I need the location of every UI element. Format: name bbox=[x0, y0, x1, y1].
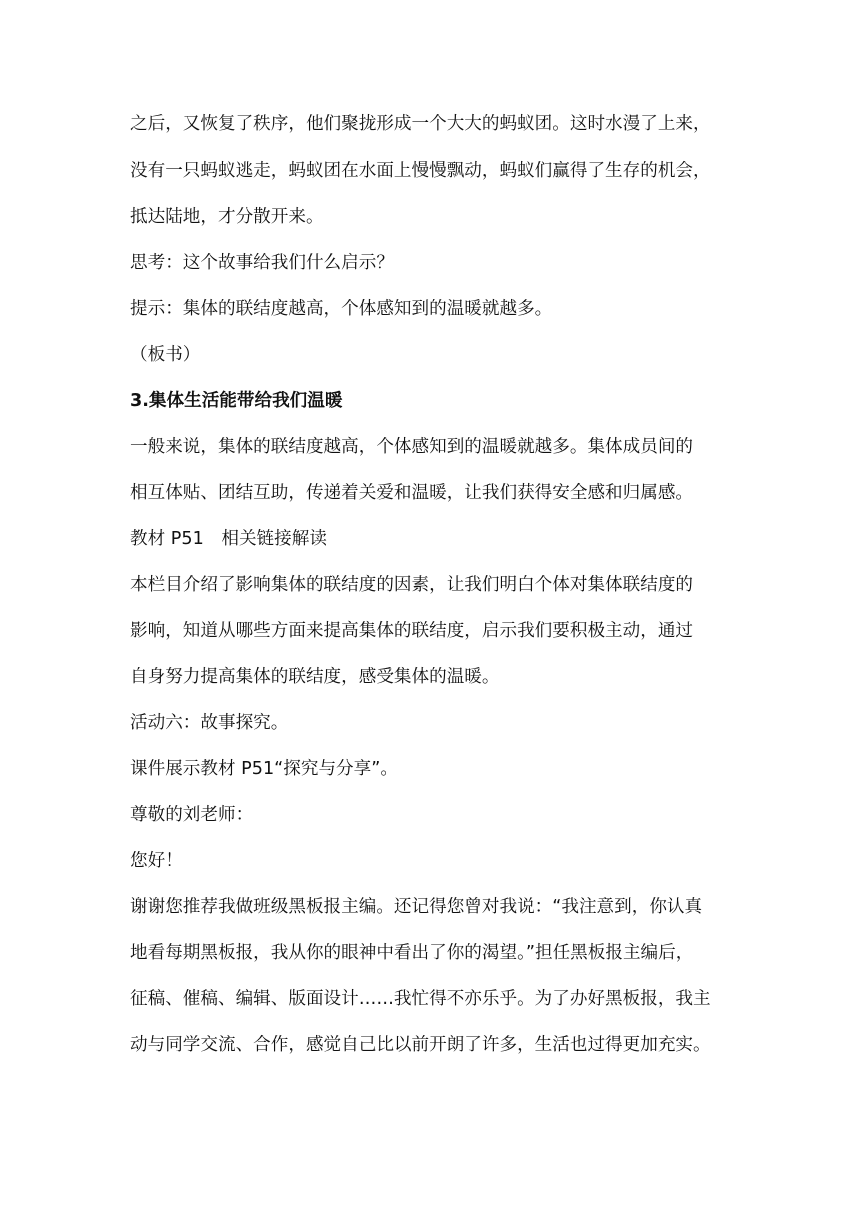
text-line: 尊敬的刘老师： bbox=[130, 805, 254, 825]
text-line: 课件展示教材 P51“探究与分享”。 bbox=[130, 759, 398, 779]
text-line: 教材 P51 相关链接解读 bbox=[130, 529, 327, 549]
text-line: 地看每期黑板报，我从你的眼神中看出了你的渴望。”担任黑板报主编后， bbox=[130, 943, 694, 963]
text-line: 自身努力提高集体的联结度，感受集体的温暖。 bbox=[130, 667, 500, 687]
text-line: 征稿、催稿、编辑、版面设计……我忙得不亦乐乎。为了办好黑板报，我主 bbox=[130, 989, 711, 1009]
section-heading: 3.集体生活能带给我们温暖 bbox=[130, 391, 343, 411]
text-line: 您好！ bbox=[130, 851, 183, 871]
text-line: 提示：集体的联结度越高，个体感知到的温暖就越多。 bbox=[130, 299, 553, 319]
text-line: 相互体贴、团结互助，传递着关爱和温暖，让我们获得安全感和归属感。 bbox=[130, 483, 694, 503]
text-line: 抵达陆地，才分散开来。 bbox=[130, 207, 324, 227]
text-line: 活动六：故事探究。 bbox=[130, 713, 289, 733]
text-line: 谢谢您推荐我做班级黑板报主编。还记得您曾对我说：“我注意到，你认真 bbox=[130, 897, 703, 917]
text-line: 之后，又恢复了秩序，他们聚拢形成一个大大的蚂蚁团。这时水漫了上来， bbox=[130, 114, 711, 134]
text-line: 动与同学交流、合作，感觉自己比以前开朗了许多，生活也过得更加充实。 bbox=[130, 1035, 711, 1055]
text-line: 影响，知道从哪些方面来提高集体的联结度，启示我们要积极主动，通过 bbox=[130, 621, 694, 641]
text-line: 思考：这个故事给我们什么启示？ bbox=[130, 253, 394, 273]
text-line: 没有一只蚂蚁逃走，蚂蚁团在水面上慢慢飘动，蚂蚁们赢得了生存的机会， bbox=[130, 161, 711, 181]
text-line: 一般来说，集体的联结度越高，个体感知到的温暖就越多。集体成员间的 bbox=[130, 437, 694, 457]
text-line: 本栏目介绍了影响集体的联结度的因素，让我们明白个体对集体联结度的 bbox=[130, 575, 694, 595]
text-line: （板书） bbox=[130, 345, 201, 365]
